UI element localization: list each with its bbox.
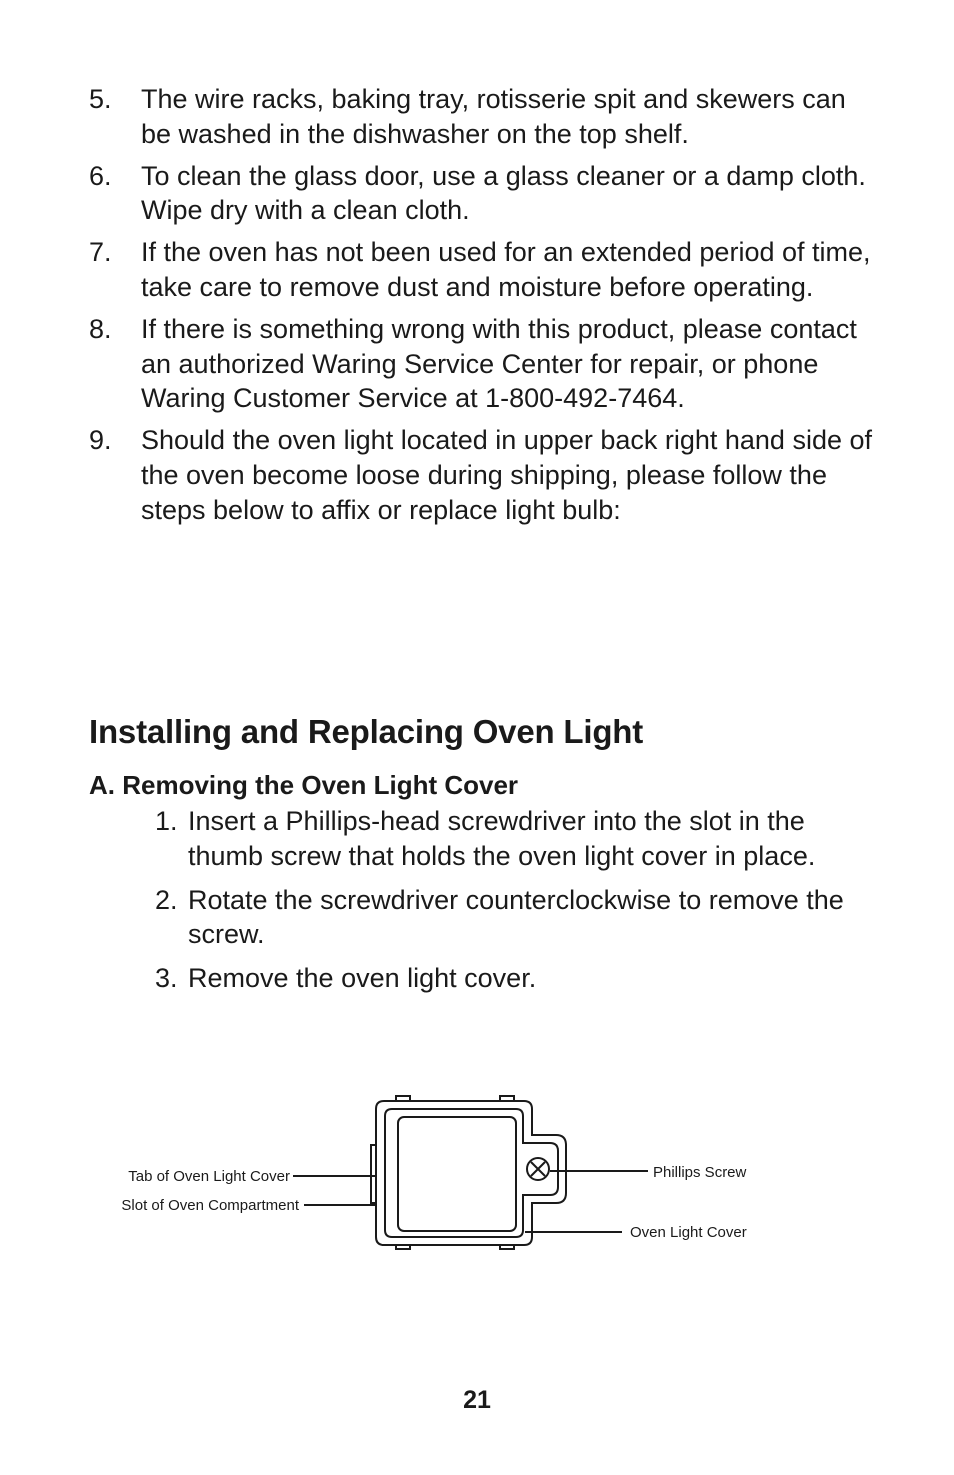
list-item-number: 7. <box>89 237 112 268</box>
list-item-text: Should the oven light located in upper back right hand side of the oven become loose during shipping, please follow the steps below to affix or replace light bulb: <box>141 425 873 525</box>
slot-label: Slot of Oven Compartment <box>121 1197 299 1214</box>
list-item <box>89 312 879 416</box>
step-number: 3. <box>155 963 178 994</box>
tab-label: Tab of Oven Light Cover <box>128 1168 290 1185</box>
list-item <box>89 235 879 305</box>
step-number: 1. <box>155 806 178 836</box>
page-number: 21 <box>463 1386 491 1414</box>
list-item-number: 6. <box>89 160 112 191</box>
leader-lines <box>293 1171 648 1232</box>
list-item-text: The wire racks, baking tray, rotisserie spit and skewers can be washed in the dishwasher on the top shelf. <box>141 84 846 149</box>
step-text: Remove the oven light cover. <box>188 963 537 994</box>
list-item <box>89 423 879 527</box>
section-heading: Installing and Replacing Oven Light <box>89 713 644 750</box>
oven-light-cover-diagram <box>80 1085 800 1265</box>
list-item <box>89 82 879 152</box>
step-item <box>155 883 875 953</box>
cover-outline <box>371 1096 566 1249</box>
oven-light-cover-label: Oven Light Cover <box>630 1224 747 1241</box>
cleaning-instructions-list <box>89 82 879 535</box>
step-item <box>155 961 875 996</box>
list-item-number: 8. <box>89 313 112 344</box>
list-item-text: To clean the glass door, use a glass cleaner or a damp cloth. Wipe dry with a clean cloth. <box>141 160 866 226</box>
list-item-number: 9. <box>89 425 112 456</box>
step-text: Insert a Phillips-head screwdriver into the slot in the thumb screw that holds the oven light cover in place. <box>188 806 816 871</box>
list-item-text: If the oven has not been used for an extended period of time, take care to remove dust and moisture before operating. <box>141 237 871 302</box>
step-number: 2. <box>155 884 178 915</box>
removal-steps-list <box>155 804 875 1005</box>
phillips-screw-icon <box>527 1158 549 1180</box>
step-text: Rotate the screwdriver counterclockwise to remove the screw. <box>188 884 844 950</box>
step-item <box>155 804 875 874</box>
section-subheading: A. Removing the Oven Light Cover <box>89 770 519 800</box>
phillips-screw-label: Phillips Screw <box>653 1164 747 1181</box>
list-item-number: 5. <box>89 84 112 114</box>
list-item-text: If there is something wrong with this product, please contact an authorized Waring Service Center for repair, or phone Waring Customer Service at 1-800-492-7464. <box>141 313 857 414</box>
oven-light-cover-illustration <box>80 1085 800 1265</box>
list-item <box>89 159 879 229</box>
